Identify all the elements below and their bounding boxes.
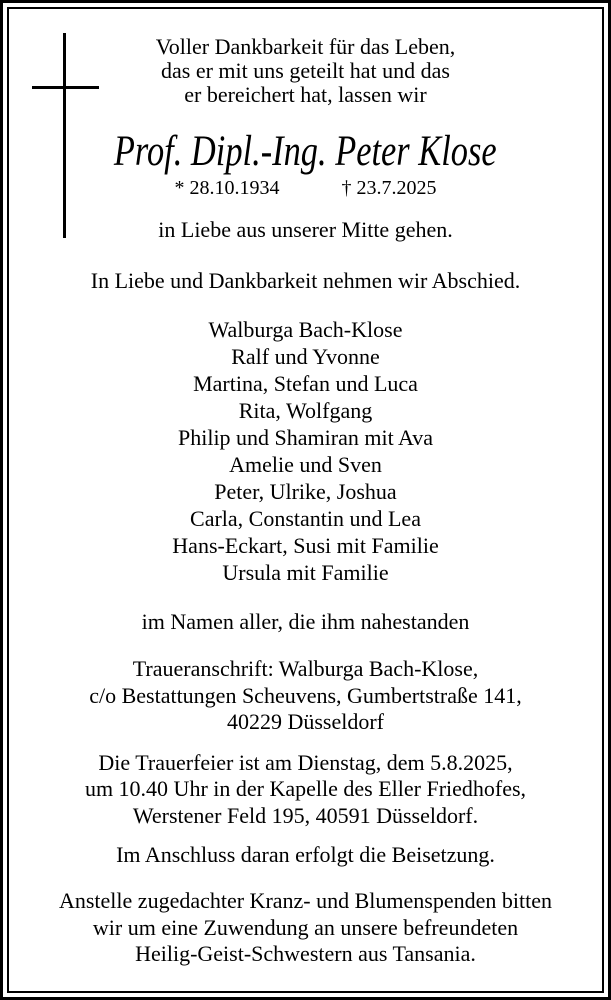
birth-symbol: * [174,177,185,199]
mourners-list [9,316,602,586]
donation-line: Heilig-Geist-Schwestern aus Tansania. [135,941,476,966]
service-line: um 10.40 Uhr in der Kapelle des Eller Friedhofes, [84,776,527,801]
birth-date [175,176,280,200]
address-line: Traueranschrift: Walburga Bach-Klose, [132,656,479,681]
deceased-name-text: Prof. Dipl.-Ing. Peter Klose [114,128,497,175]
burial-line: Im Anschluss daran erfolgt die Beisetzung. [116,842,495,867]
intro-line: Voller Dankbarkeit für das Leben, [155,34,456,59]
mourner-name: Peter, Ulrike, Joshua [214,479,397,504]
donation-line: wir um eine Zuwendung an unsere befreundeten [92,914,519,940]
mourning-address [9,656,602,736]
life-dates [9,176,602,200]
donation-request [9,888,602,968]
mourner-name: Hans-Eckart, Susi mit Familie [172,533,439,558]
mourner-name: Rita, Wolfgang [238,398,373,423]
mourner-name: Ralf und Yvonne [231,344,380,369]
obituary-content [9,9,602,991]
address-line: 40229 Düsseldorf [226,709,385,734]
birth-date-value: 28.10.1934 [189,177,280,199]
donation-line: Anstelle zugedachter Kranz- und Blumenspenden bitten [58,888,552,913]
mourner-name: Philip und Shamiran mit Ava [177,425,434,450]
on-behalf-line: im Namen aller, die ihm nahestanden [141,609,470,634]
mourner-name: Walburga Bach-Klose [208,317,403,342]
obituary-inner-border [7,7,604,993]
death-date-value: 23.7.2025 [356,177,437,199]
mourner-name: Martina, Stefan und Luca [193,371,418,396]
service-line: Werstener Feld 195, 40591 Düsseldorf. [132,802,479,828]
mourner-name: Carla, Constantin und Lea [190,506,421,531]
death-symbol: † [341,177,352,199]
intro-line: das er mit uns geteilt hat und das [161,58,450,83]
intro-line: er bereichert hat, lassen wir [184,82,427,107]
farewell-line: in Liebe aus unserer Mitte gehen. [158,217,453,242]
address-line: c/o Bestattungen Scheuvens, Gumbertstraße 141, [89,682,522,708]
abschied-line: In Liebe und Dankbarkeit nehmen wir Abschied. [90,268,521,293]
deceased-name [9,128,602,176]
intro-text [9,35,602,107]
funeral-service-info [9,750,602,830]
mourner-name: Amelie und Sven [229,452,382,477]
service-line: Die Trauerfeier ist am Dienstag, dem 5.8.2025, [98,749,513,775]
death-date [342,176,437,200]
mourner-name: Ursula mit Familie [222,560,389,585]
